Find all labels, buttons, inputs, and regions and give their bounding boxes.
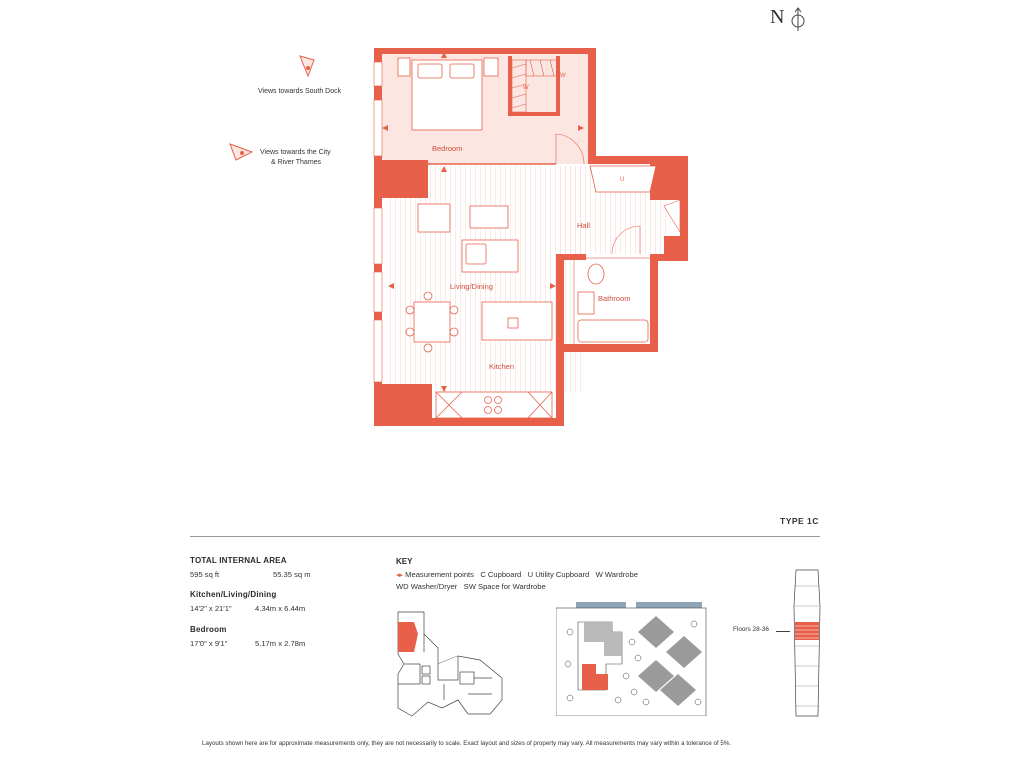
kitchen-title: Kitchen/Living/Dining (190, 590, 277, 599)
view-label-city-line2: & River Thames (271, 159, 322, 166)
total-area-sqm: 55.35 sq m (273, 570, 311, 579)
view-cone-city-icon (228, 140, 256, 162)
building-location-plan (384, 604, 514, 720)
floors-leader-line (776, 631, 790, 632)
apartment-location-highlight (398, 622, 418, 652)
room-label-bedroom: Bedroom (432, 144, 463, 153)
measurement-arrow-icon: ◂▸ (396, 572, 404, 579)
divider (190, 536, 820, 537)
total-area-title: TOTAL INTERNAL AREA (190, 556, 287, 565)
view-label-south-dock: Views towards South Dock (258, 88, 342, 95)
key-row-2 (396, 582, 546, 591)
view-cone-south-dock-icon (296, 54, 318, 80)
wardrobe-mark-1: W (523, 85, 529, 91)
bedroom-title: Bedroom (190, 625, 227, 634)
room-label-kitchen: Kitchen (489, 362, 515, 371)
view-label-city-line1: Views towards the City (260, 149, 331, 156)
kitchen-metric: 4.34m x 6.44m (255, 604, 306, 613)
north-arrow-icon (790, 6, 806, 32)
bedroom-metric: 5.17m x 2.78m (255, 639, 306, 648)
room-label-hall: Hall (577, 221, 590, 230)
bedroom-imperial: 17'0" x 9'1" (190, 639, 228, 648)
key-title: KEY (396, 557, 413, 566)
utility-mark: U (620, 177, 625, 183)
floors-highlight (795, 622, 819, 640)
total-area-sqft: 595 sq ft (190, 570, 220, 579)
key-washer: WD Washer/Dryer (396, 582, 458, 591)
room-label-living: Living/Dining (450, 282, 493, 291)
key-row-1 (396, 570, 638, 579)
room-label-bathroom: Bathroom (598, 294, 631, 303)
north-compass (768, 6, 812, 32)
key-space: SW Space for Wardrobe (463, 582, 546, 591)
floors-label: Floors 28-36 (733, 626, 769, 633)
wardrobe-mark-2: W (560, 73, 566, 79)
key-wardrobe: W Wardrobe (595, 570, 638, 579)
apartment-floor-plan (360, 40, 700, 440)
living-floor (388, 166, 584, 392)
key-measurement: Measurement points (405, 570, 474, 579)
building-elevation (790, 566, 824, 718)
type-label: TYPE 1C (780, 516, 819, 526)
key-cupboard: C Cupboard (480, 570, 522, 579)
site-plan (556, 602, 708, 716)
disclaimer: Layouts shown here are for approximate measurements only, they are not necessarily to scale. Exact layout and sizes of property may vary. All measurements may vary within a tolerance of 5%. (202, 740, 732, 747)
kitchen-imperial: 14'2" x 21'1" (190, 604, 232, 613)
north-letter: N (770, 6, 785, 28)
key-utility: U Utility Cupboard (527, 570, 590, 579)
